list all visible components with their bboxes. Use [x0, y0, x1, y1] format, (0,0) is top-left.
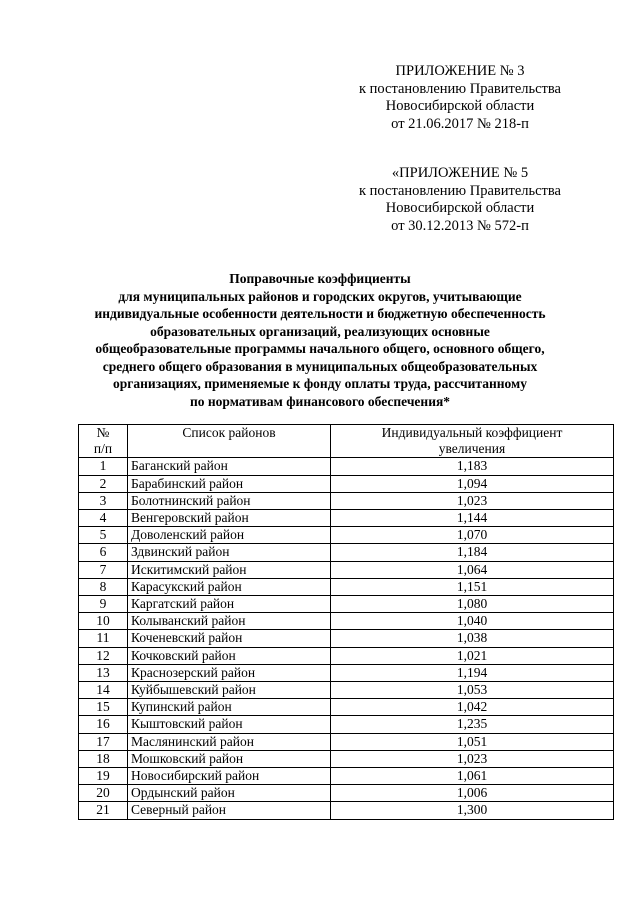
district-name: Барабинский район — [128, 475, 331, 492]
appendix-3-region: Новосибирской области — [385, 98, 535, 114]
coefficient-value: 1,042 — [331, 699, 614, 716]
district-name: Новосибирский район — [128, 768, 331, 785]
title-line: организациях, применяемые к фонду оплаты труда, рассчитанному — [113, 376, 527, 391]
coefficient-value: 1,051 — [331, 733, 614, 750]
row-number: 11 — [79, 630, 128, 647]
appendix-5-region: Новосибирской области — [385, 200, 535, 216]
appendix-5-title: «ПРИЛОЖЕНИЕ № 5 — [391, 165, 529, 181]
table-row — [79, 699, 614, 716]
row-number: 20 — [79, 785, 128, 802]
district-name: Искитимский район — [128, 561, 331, 578]
title-line: образовательных организаций, реализующих основные — [150, 323, 490, 339]
row-number: 1 — [79, 458, 128, 475]
coefficient-value: 1,080 — [331, 596, 614, 613]
row-number: 9 — [79, 596, 128, 613]
table-row — [79, 750, 614, 767]
title-line: по нормативам финансового обеспечения* — [189, 393, 451, 409]
appendix-3-resolution: к постановлению Правительства — [359, 80, 561, 97]
table-row — [79, 768, 614, 785]
table-row — [79, 630, 614, 647]
table-row — [79, 561, 614, 578]
appendix-3-date: от 21.06.2017 № 218-п — [391, 115, 529, 132]
district-name: Баганский район — [128, 458, 331, 475]
document-title — [60, 270, 580, 410]
district-name: Доволенский район — [128, 527, 331, 544]
row-number: 7 — [79, 561, 128, 578]
coefficient-value: 1,064 — [331, 561, 614, 578]
table-row — [79, 716, 614, 733]
district-name: Колыванский район — [128, 613, 331, 630]
district-name: Кочковский район — [128, 647, 331, 664]
coefficient-value: 1,094 — [331, 475, 614, 492]
table-row — [79, 613, 614, 630]
coefficient-value: 1,300 — [331, 802, 614, 819]
district-name: Венгеровский район — [128, 510, 331, 527]
district-name: Маслянинский район — [128, 733, 331, 750]
table-row — [79, 475, 614, 492]
row-number: 14 — [79, 682, 128, 699]
district-name: Купинский район — [128, 699, 331, 716]
table-row — [79, 664, 614, 681]
row-number: 4 — [79, 510, 128, 527]
coefficient-value: 1,070 — [331, 527, 614, 544]
coefficient-value: 1,023 — [331, 750, 614, 767]
table-row — [79, 458, 614, 475]
district-name: Карасукский район — [128, 578, 331, 595]
table-row — [79, 578, 614, 595]
coefficient-value: 1,144 — [331, 510, 614, 527]
table-row — [79, 785, 614, 802]
header-number: № п/п — [79, 425, 128, 458]
district-name: Ордынский район — [128, 785, 331, 802]
coefficient-value: 1,184 — [331, 544, 614, 561]
row-number: 12 — [79, 647, 128, 664]
row-number: 10 — [79, 613, 128, 630]
coefficient-value: 1,194 — [331, 664, 614, 681]
title-line: среднего общего образования в муниципальных общеобразовательных — [102, 358, 538, 374]
coefficient-value: 1,021 — [331, 647, 614, 664]
coefficient-value: 1,053 — [331, 682, 614, 699]
coefficient-value: 1,006 — [331, 785, 614, 802]
coefficient-value: 1,040 — [331, 613, 614, 630]
appendix-5-resolution: к постановлению Правительства — [359, 182, 561, 199]
table-row — [79, 492, 614, 509]
row-number: 3 — [79, 492, 128, 509]
row-number: 15 — [79, 699, 128, 716]
table-row — [79, 527, 614, 544]
table-body — [79, 458, 614, 819]
table-row — [79, 596, 614, 613]
row-number: 6 — [79, 544, 128, 561]
table-row — [79, 802, 614, 819]
table-row — [79, 682, 614, 699]
table-row — [79, 733, 614, 750]
title-line: общеобразовательные программы начального общего, основного общего, — [95, 341, 545, 356]
row-number: 17 — [79, 733, 128, 750]
table-header-row — [79, 425, 614, 458]
coefficient-value: 1,023 — [331, 492, 614, 509]
district-name: Куйбышевский район — [128, 682, 331, 699]
coefficients-table — [78, 424, 614, 820]
row-number: 8 — [79, 578, 128, 595]
title-line: для муниципальных районов и городских округов, учитывающие — [118, 288, 522, 304]
row-number: 5 — [79, 527, 128, 544]
row-number: 19 — [79, 768, 128, 785]
district-name: Коченевский район — [128, 630, 331, 647]
row-number: 16 — [79, 716, 128, 733]
district-name: Кыштовский район — [128, 716, 331, 733]
table-row — [79, 510, 614, 527]
district-name: Болотнинский район — [128, 492, 331, 509]
appendix-5-header — [330, 165, 590, 235]
header-district-list: Список районов — [128, 425, 331, 458]
row-number: 21 — [79, 802, 128, 819]
header-coefficient: Индивидуальный коэффициент увеличения — [331, 425, 614, 458]
row-number: 2 — [79, 475, 128, 492]
district-name: Мошковский район — [128, 750, 331, 767]
table-row — [79, 544, 614, 561]
appendix-5-date: от 30.12.2013 № 572-п — [391, 217, 529, 234]
district-name: Краснозерский район — [128, 664, 331, 681]
title-line: Поправочные коэффициенты — [229, 271, 411, 286]
coefficient-value: 1,151 — [331, 578, 614, 595]
coefficient-value: 1,038 — [331, 630, 614, 647]
coefficient-value: 1,235 — [331, 716, 614, 733]
coefficient-value: 1,183 — [331, 458, 614, 475]
table-row — [79, 647, 614, 664]
title-line: индивидуальные особенности деятельности и бюджетную обеспеченность — [94, 306, 546, 321]
coefficient-value: 1,061 — [331, 768, 614, 785]
district-name: Каргатский район — [128, 596, 331, 613]
appendix-3-header — [330, 63, 590, 133]
district-name: Северный район — [128, 802, 331, 819]
district-name: Здвинский район — [128, 544, 331, 561]
appendix-3-title: ПРИЛОЖЕНИЕ № 3 — [395, 63, 525, 79]
row-number: 18 — [79, 750, 128, 767]
row-number: 13 — [79, 664, 128, 681]
